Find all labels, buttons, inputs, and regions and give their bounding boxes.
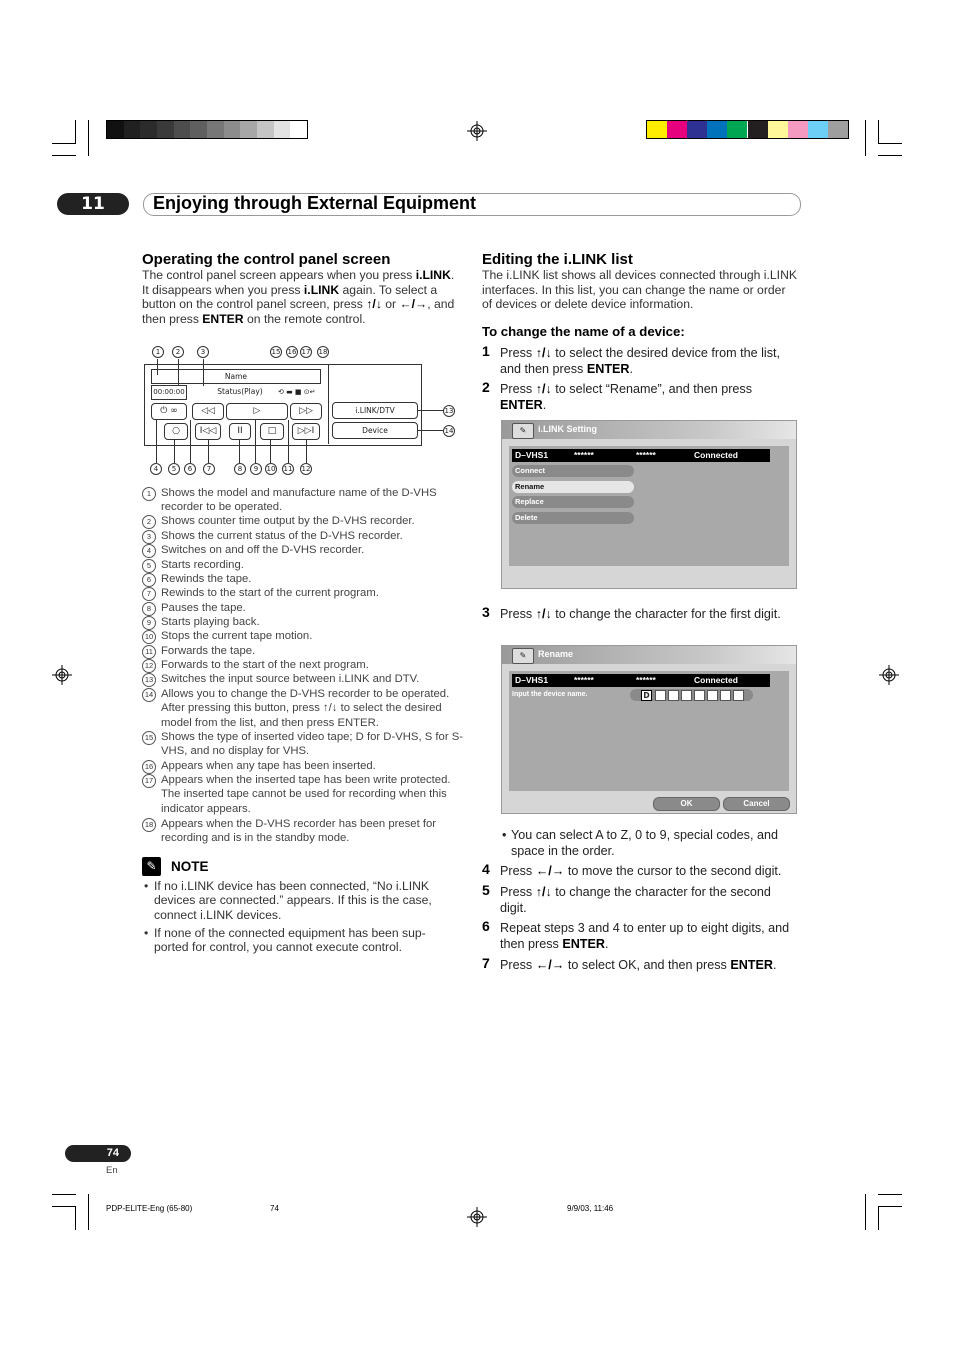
legend-item [142, 817, 437, 845]
rename-prompt: Input the device name. [512, 691, 588, 698]
crop-mark [52, 143, 76, 144]
menu-replace[interactable]: Replace [512, 496, 634, 508]
legend-item [142, 529, 403, 544]
step-text-part: . [542, 398, 547, 412]
power-button[interactable]: ⏻ ∞ [151, 403, 187, 420]
legend-text: Stops the current tape motion. [161, 630, 313, 642]
footer-file: PDP-ELITE-Eng (65-80) [106, 1204, 193, 1213]
gray-swatch [240, 121, 257, 138]
counter-display: 00:00:00 [151, 385, 187, 400]
cancel-button[interactable]: Cancel [723, 797, 790, 811]
legend-number: 14 [142, 688, 156, 702]
step-text [500, 381, 800, 413]
legend-item [142, 658, 369, 673]
screen-title: Rename [538, 649, 574, 659]
ilink-setting-icon: ✎ [512, 423, 534, 439]
callout-number: 18 [318, 348, 328, 356]
name-char-slot[interactable] [720, 690, 731, 701]
callout-leader [418, 410, 443, 411]
step-text-part: Press [500, 607, 536, 621]
rename-icon: ✎ [512, 648, 534, 664]
color-swatch [808, 121, 828, 138]
section-heading-ilink-list: Editing the i.LINK list [482, 251, 633, 268]
device-name: D–VHS1 [515, 675, 549, 685]
step-text-part: ENTER [562, 937, 605, 951]
step-number: 5 [482, 882, 490, 898]
legend-number: 6 [142, 573, 156, 587]
legend-number: 8 [142, 602, 156, 616]
gray-swatch [157, 121, 174, 138]
legend-item [142, 629, 313, 644]
crop-mark [878, 1206, 879, 1230]
legend-item [142, 730, 464, 758]
callout-leader [306, 440, 307, 463]
step-text-part: ENTER [586, 362, 630, 376]
footer-timestamp: 9/9/03, 11:46 [567, 1204, 614, 1213]
control-panel-intro: The control panel screen appears when you press i.LINK. It disappears when you press i.LINK again. To select a button on the control panel screen, press ↑/↓ or ←/→, and then press ENTER on the remote control. [142, 268, 455, 326]
callout-number: 3 [197, 346, 209, 358]
legend-number: 18 [142, 818, 156, 832]
legend-text: Shows the current status of the D-VHS recorder. [161, 530, 403, 542]
crop-mark [878, 143, 902, 144]
color-swatch [768, 121, 788, 138]
color-calibration-bar [646, 120, 849, 139]
callout-leader [418, 430, 443, 431]
legend-text: Switches on and off the D-VHS recorder. [161, 544, 365, 556]
legend-text: Shows counter time output by the D-VHS recorder. [161, 515, 415, 527]
legend-number: 12 [142, 659, 156, 673]
step-text-part: . [629, 362, 634, 376]
play-button[interactable]: ▷ [226, 403, 288, 420]
legend-text: Starts playing back. [161, 616, 260, 628]
legend-item [142, 759, 376, 774]
legend-number: 1 [142, 487, 156, 501]
callout-leader [208, 440, 209, 463]
device-button[interactable]: Device [332, 422, 418, 439]
legend-item [142, 543, 365, 558]
callout-leader [156, 420, 157, 463]
crop-mark [878, 1194, 902, 1195]
crop-mark [878, 1206, 902, 1207]
legend-number: 11 [142, 645, 156, 659]
legend-item [142, 601, 246, 616]
legend-number: 15 [142, 731, 156, 745]
color-swatch [788, 121, 808, 138]
gray-swatch [207, 121, 224, 138]
ok-button[interactable]: OK [653, 797, 720, 811]
crop-mark [88, 120, 89, 156]
name-char-slot[interactable] [733, 690, 744, 701]
crop-mark [52, 155, 76, 156]
legend-item [142, 687, 450, 729]
callout-leader [270, 440, 271, 463]
legend-text: Appears when the D-VHS recorder has been preset for recording and is in the standby mode. [161, 818, 437, 845]
callout-number: 2 [172, 346, 184, 358]
step-text-part: to select OK, and then press [564, 958, 731, 972]
step-text-part: . [605, 937, 609, 951]
legend-number: 3 [142, 530, 156, 544]
ilink-dtv-button[interactable]: i.LINK/DTV [332, 402, 418, 419]
step-number: 2 [482, 379, 490, 395]
status-display: Status(Play) [217, 387, 263, 396]
legend-text: Rewinds the tape. [161, 573, 252, 585]
gray-swatch [140, 121, 157, 138]
fast-forward-button[interactable]: ▷▷ [290, 403, 322, 420]
legend-text: Forwards the tape. [161, 645, 256, 657]
legend-text: Allows you to change the D-VHS recorder to be operated. After pressing this button, press ↑/↓ to select the desired model from the list, and then press ENTER. [161, 688, 450, 729]
legend-item [142, 644, 256, 659]
crop-mark [88, 1194, 89, 1230]
name-char-slot[interactable] [707, 690, 718, 701]
color-swatch [647, 121, 667, 138]
step-text-part: ENTER [500, 398, 543, 412]
gray-swatch [174, 121, 191, 138]
legend-item [142, 586, 379, 601]
step-number: 3 [482, 604, 490, 620]
step-text [500, 606, 800, 622]
name-field: Name [151, 369, 321, 384]
step-text-part: to select the desired device from the list, and then press [500, 346, 780, 376]
record-button[interactable]: ○ [164, 423, 188, 440]
legend-number: 9 [142, 616, 156, 630]
skip-back-button[interactable]: I◁◁ [195, 423, 221, 440]
legend-item [142, 514, 415, 529]
crop-mark [52, 1206, 76, 1207]
crop-mark [75, 120, 76, 144]
name-char-slot[interactable] [694, 690, 705, 701]
legend-number: 17 [142, 774, 156, 788]
gray-swatch [190, 121, 207, 138]
registration-mark-icon [52, 665, 72, 685]
device-row [512, 674, 770, 687]
legend-text: Forwards to the start of the next program. [161, 659, 369, 671]
step-text-part: ↑/↓ [535, 346, 552, 360]
color-swatch [667, 121, 687, 138]
step-text-part: . [773, 958, 777, 972]
callout-number: 17 [301, 348, 311, 356]
legend-number: 16 [142, 760, 156, 774]
device-field: ****** [574, 675, 594, 685]
legend-text: Starts recording. [161, 559, 244, 571]
section-heading-control-panel: Operating the control panel screen [142, 251, 391, 268]
step-text [500, 345, 800, 377]
color-swatch [727, 121, 747, 138]
panel-divider [328, 364, 329, 444]
device-field: ****** [574, 450, 594, 460]
callout-leader [255, 420, 256, 463]
device-row[interactable] [512, 449, 770, 462]
stop-button[interactable]: □ [260, 423, 284, 440]
screen-body [509, 446, 789, 566]
step-text-part: ↑/↓ [535, 885, 552, 899]
color-swatch [707, 121, 727, 138]
legend-number: 5 [142, 559, 156, 573]
step-text-part: Press [500, 382, 536, 396]
step-text-part: Press [500, 864, 536, 878]
grayscale-calibration-bar [106, 120, 308, 139]
legend-number: 10 [142, 630, 156, 644]
legend-text: Shows the model and manufacture name of the D-VHS recorder to be operated. [161, 487, 437, 514]
step-text [500, 920, 800, 952]
crop-mark [52, 1194, 76, 1195]
crop-mark [865, 120, 866, 156]
step-text-part: ↑/↓ [535, 382, 552, 396]
gray-swatch [107, 121, 124, 138]
screen-body [509, 671, 789, 791]
rename-screen [501, 645, 797, 814]
crop-mark [865, 1194, 866, 1230]
ilink-list-intro: The i.LINK list shows all devices connected through i.LINK interfaces. In this list, you can change the name or order of devices or delete device information. [482, 268, 798, 312]
callout-number: 16 [287, 348, 297, 356]
name-char-1[interactable]: D [641, 690, 652, 701]
legend-text: Appears when any tape has been inserted. [161, 760, 376, 772]
step-text-part: to move the cursor to the second digit. [564, 864, 782, 878]
device-status: Connected [694, 450, 738, 460]
callout-number: 4 [150, 463, 162, 475]
callout-number: 10 [266, 465, 276, 473]
pause-button[interactable]: II [229, 423, 251, 440]
callout-number: 14 [444, 427, 454, 435]
callout-leader [190, 420, 191, 463]
rewind-button[interactable]: ◁◁ [192, 403, 224, 420]
step-text-part: Press [500, 346, 536, 360]
step-number: 1 [482, 343, 490, 359]
name-char-slot[interactable] [681, 690, 692, 701]
legend-number: 7 [142, 587, 156, 601]
color-swatch [687, 121, 707, 138]
callout-leader [288, 420, 289, 463]
registration-mark-icon [879, 665, 899, 685]
callout-number: 12 [301, 465, 311, 473]
color-swatch [828, 121, 848, 138]
callout-leader [157, 359, 158, 375]
control-panel-diagram [142, 342, 462, 482]
legend-item [142, 773, 451, 815]
legend-text: Switches the input source between i.LINK and DTV. [161, 673, 420, 685]
callout-leader [203, 359, 204, 386]
menu-delete[interactable]: Delete [512, 512, 634, 524]
bullet-character-range: • You can select A to Z, 0 to 9, special codes, and space in the order. [502, 828, 778, 858]
name-char-slot[interactable] [668, 690, 679, 701]
legend-item [142, 558, 244, 573]
legend-number: 13 [142, 673, 156, 687]
gray-swatch [257, 121, 274, 138]
registration-mark-icon [467, 121, 487, 141]
gray-swatch [124, 121, 141, 138]
step-text-part: ←/→ [535, 958, 565, 972]
callout-leader [239, 440, 240, 463]
name-input-field[interactable] [630, 689, 753, 701]
callout-leader [174, 440, 175, 463]
page-number-badge: 74 [65, 1145, 131, 1162]
callout-number: 8 [234, 463, 246, 475]
callout-number: 1 [152, 346, 164, 358]
subheading-change-name: To change the name of a device: [482, 324, 685, 339]
step-number: 6 [482, 918, 490, 934]
note-item: • If no i.LINK device has been connected, “No i.LINK devices are connected.” appears. If this is the case, connect i.LINK devices. [144, 879, 432, 922]
step-text-part: Press [500, 958, 536, 972]
step-text [500, 863, 800, 879]
step-text-part: to change the character for the first digit. [551, 607, 781, 621]
chapter-number-badge: 11 [57, 193, 129, 215]
step-text-part: Press [500, 885, 536, 899]
note-icon: ✎ [142, 857, 161, 876]
step-text-part: to change the character for the second digit. [500, 885, 771, 915]
legend-number: 2 [142, 515, 156, 529]
legend-text: Rewinds to the start of the current program. [161, 587, 379, 599]
legend-item [142, 486, 437, 514]
step-number: 4 [482, 861, 490, 877]
step-number: 7 [482, 955, 490, 971]
legend-text: Appears when the inserted tape has been write protected. The inserted tape cannot be used for recording when this indicator appears. [161, 774, 451, 815]
callout-leader [178, 359, 179, 386]
step-text-part: ←/→ [535, 864, 565, 878]
menu-rename[interactable]: Rename [512, 481, 634, 493]
device-field: ****** [636, 450, 656, 460]
step-text [500, 884, 800, 916]
legend-text: Shows the type of inserted video tape; D for D-VHS, S for S-VHS, and no display for VHS. [161, 731, 464, 758]
gray-swatch [290, 121, 307, 138]
device-status: Connected [694, 675, 738, 685]
step-text-part: ↑/↓ [535, 607, 552, 621]
skip-forward-button[interactable]: ▷▷I [292, 423, 320, 440]
callout-number: 6 [184, 463, 196, 475]
legend-item [142, 672, 420, 687]
legend-item [142, 615, 260, 630]
note-item: • If none of the connected equipment has been sup-ported for control, you cannot execute control. [144, 926, 426, 955]
callout-number: 7 [203, 463, 215, 475]
tape-indicators: ⟲ ▬ ■ ⊙↵ [278, 388, 316, 396]
crop-mark [878, 155, 902, 156]
gray-swatch [274, 121, 291, 138]
device-name: D–VHS1 [515, 450, 549, 460]
step-text-part: Repeat steps 3 and 4 to enter up to eight digits, and then press [500, 921, 790, 951]
language-label: En [106, 1165, 118, 1176]
legend-text: Pauses the tape. [161, 602, 246, 614]
step-text-part: ENTER [730, 958, 773, 972]
footer-page: 74 [270, 1204, 279, 1213]
screen-title: i.LINK Setting [538, 424, 597, 434]
crop-mark [75, 1206, 76, 1230]
callout-number: 5 [168, 463, 180, 475]
legend-number: 4 [142, 544, 156, 558]
name-char-slot[interactable] [655, 690, 666, 701]
chapter-title: Enjoying through External Equipment [153, 193, 477, 213]
callout-number: 13 [444, 407, 454, 415]
note-title: NOTE [171, 859, 209, 874]
device-field: ****** [636, 675, 656, 685]
gray-swatch [224, 121, 241, 138]
registration-mark-icon [467, 1207, 487, 1227]
ilink-setting-screen [501, 420, 797, 589]
callout-number: 15 [271, 348, 281, 356]
color-swatch [748, 121, 768, 138]
callout-number: 11 [283, 465, 293, 473]
legend-item [142, 572, 252, 587]
step-text-part: to select “Rename”, and then press [551, 382, 752, 396]
callout-number: 9 [250, 463, 262, 475]
step-text [500, 957, 800, 973]
menu-connect[interactable]: Connect [512, 465, 634, 477]
crop-mark [878, 120, 879, 144]
